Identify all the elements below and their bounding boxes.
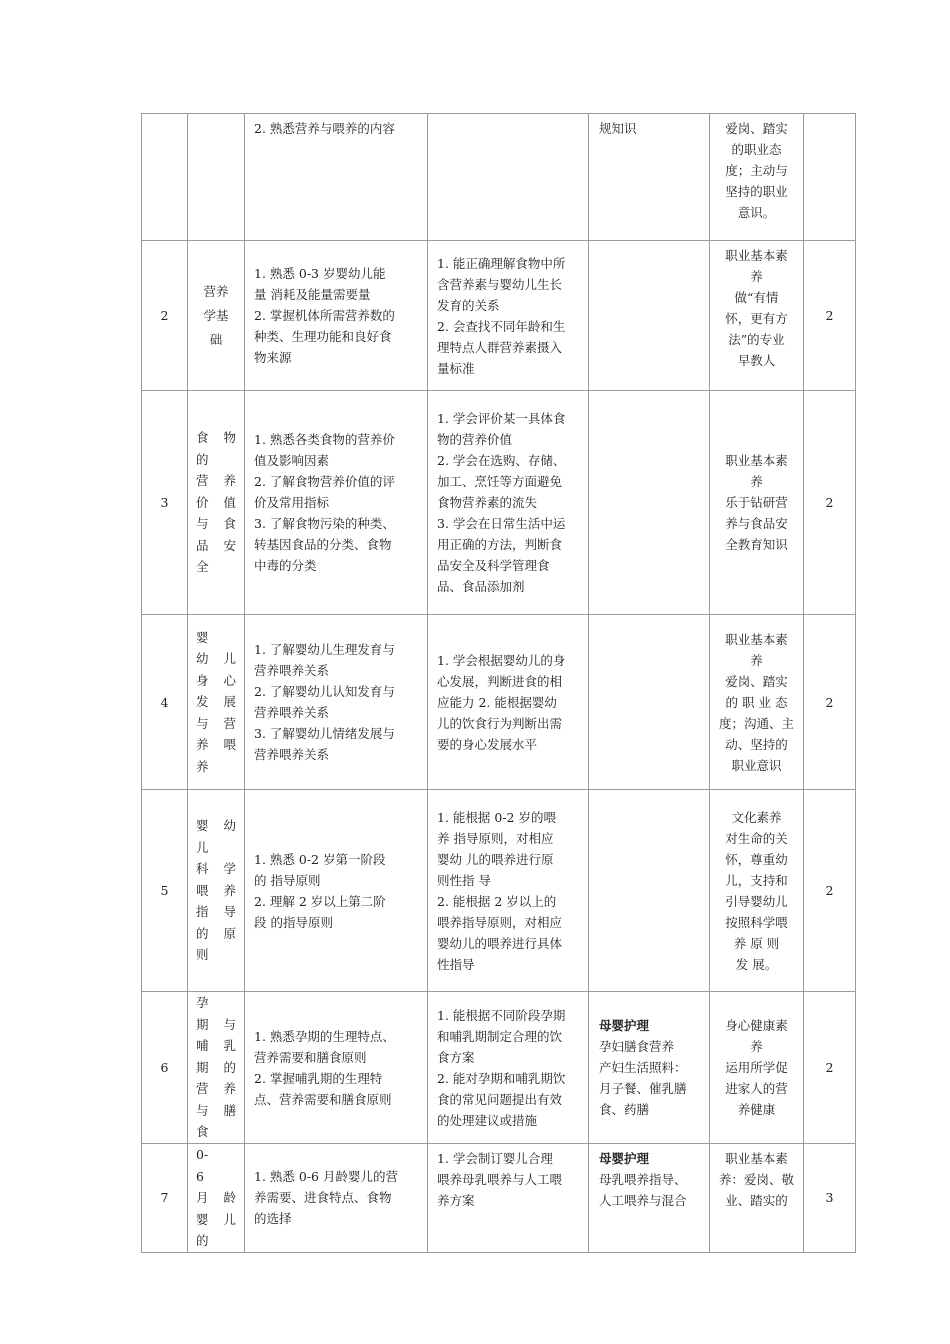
knowledge-cell bbox=[245, 1144, 428, 1253]
text-line: 1. 能根据 0-2 岁的喂 bbox=[437, 809, 556, 825]
text-line: 1. 熟悉孕期的生理特点、 bbox=[254, 1028, 395, 1044]
text-line: 要的身心发展水平 bbox=[437, 736, 538, 752]
text-line: 养方案 bbox=[437, 1193, 475, 1208]
topic-char: 养 bbox=[223, 882, 236, 898]
text-line: 和哺乳期制定合理的饮 bbox=[437, 1028, 563, 1044]
certificate-cell bbox=[589, 1144, 710, 1253]
text-line: 2. 掌握哺乳期的生理特 bbox=[254, 1070, 383, 1086]
topic-char: 值 bbox=[223, 494, 236, 510]
text-line: 动、坚持的 bbox=[725, 736, 788, 752]
text-line: 的选择 bbox=[254, 1211, 292, 1227]
text-line: 职业意识 bbox=[731, 757, 782, 773]
topic-char: 婴 bbox=[196, 818, 209, 834]
row-number-cell: 5 bbox=[142, 790, 188, 992]
text-line: 转基因食品的分类、食物 bbox=[254, 537, 392, 552]
topic-text bbox=[196, 427, 236, 578]
text-line: 早教人 bbox=[737, 353, 776, 368]
topic-char bbox=[216, 556, 236, 578]
topic-cell bbox=[188, 1144, 245, 1253]
text-line: 文化素养 bbox=[731, 809, 782, 825]
certificate-cell bbox=[589, 992, 710, 1144]
text-line: 1. 学会评价某一具体食 bbox=[437, 411, 566, 426]
hours-cell: 2 bbox=[804, 992, 856, 1144]
text-line: 规知识 bbox=[599, 121, 637, 136]
knowledge-cell bbox=[245, 992, 428, 1144]
text-line: 品安全及科学管理食 bbox=[437, 558, 550, 573]
quality-cell bbox=[710, 615, 804, 790]
text-line: 心发展，判断进食的相 bbox=[437, 673, 563, 689]
certificate-cell bbox=[589, 114, 710, 241]
text-line: 物的营养价值 bbox=[437, 432, 513, 447]
hours-cell: 2 bbox=[804, 391, 856, 615]
topic-char: 期 bbox=[196, 1016, 209, 1032]
hours-cell: 3 bbox=[804, 1144, 856, 1253]
text-line: 2. 能根据 2 岁以上的 bbox=[437, 893, 557, 909]
topic-cell bbox=[188, 114, 245, 241]
topic-char: 营 bbox=[196, 473, 209, 489]
topic-char: 养 bbox=[196, 758, 209, 774]
topic-char: 龄 bbox=[223, 1190, 236, 1205]
text-line: 营养喂养关系 bbox=[254, 663, 330, 678]
topic-char: 婴 bbox=[196, 1211, 209, 1227]
text-line: 养 bbox=[750, 652, 763, 668]
text-line: 食物营养素的流失 bbox=[437, 495, 538, 510]
text-line: 3. 学会在日常生活中运 bbox=[437, 516, 566, 531]
quality-cell bbox=[710, 790, 804, 992]
topic-char: 导 bbox=[223, 904, 236, 920]
text-line: 营养 bbox=[203, 283, 229, 299]
text-line: 食的常见问题提出有效 bbox=[437, 1091, 563, 1107]
text-line: 1. 熟悉 0-3 岁婴幼儿能 bbox=[254, 266, 386, 281]
text-line: 1. 熟悉 0-2 岁第一阶段 bbox=[254, 851, 386, 867]
text-line: 的 职 业 态 bbox=[725, 694, 788, 710]
text-line: 爱岗、踏实 bbox=[725, 673, 788, 689]
text-line: 应能力 2. 能根据婴幼 bbox=[437, 694, 557, 710]
text-line: 母乳喂养指导、 bbox=[599, 1172, 687, 1187]
topic-char: 儿 bbox=[223, 651, 236, 667]
text-line: 学基 bbox=[203, 307, 229, 323]
topic-char: 的 bbox=[223, 1059, 236, 1075]
text-line: 度；沟通、主 bbox=[718, 715, 794, 731]
topic-char: 价 bbox=[196, 494, 209, 510]
topic-char: 与 bbox=[223, 1016, 236, 1032]
text-line: 量标准 bbox=[437, 360, 475, 376]
topic-char: 展 bbox=[223, 694, 236, 710]
text-line: 婴幼儿的喂养进行具体 bbox=[437, 935, 563, 951]
topic-char: 幼 bbox=[196, 651, 209, 667]
text-line: 营养需要和膳食原则 bbox=[254, 1049, 367, 1065]
topic-char: 食 bbox=[223, 516, 236, 532]
text-line: 础 bbox=[209, 331, 223, 347]
skill-cell bbox=[428, 241, 589, 391]
topic-text bbox=[196, 815, 236, 966]
hours-cell: 2 bbox=[804, 241, 856, 391]
topic-char: 营 bbox=[223, 715, 236, 731]
topic-char: 物 bbox=[223, 430, 236, 446]
table-row bbox=[142, 391, 856, 615]
text-line: 的处理建议或措施 bbox=[437, 1112, 538, 1128]
text-line: 1. 熟悉 0-6 月龄婴儿的营 bbox=[254, 1169, 398, 1185]
text-line: 儿的饮食行为判断出需 bbox=[437, 715, 563, 731]
topic-char: 发 bbox=[196, 694, 209, 710]
text-line: 营养喂养关系 bbox=[254, 747, 330, 762]
topic-char bbox=[216, 1121, 236, 1143]
topic-text bbox=[196, 1144, 236, 1252]
text-line: 运用所学促 bbox=[725, 1060, 788, 1075]
table-row bbox=[142, 241, 856, 391]
topic-char: 的 bbox=[196, 1233, 209, 1248]
topic-char: 儿 bbox=[196, 839, 209, 855]
topic-char: 养 bbox=[223, 1081, 236, 1097]
text-line: 怀，尊重幼 bbox=[725, 851, 788, 867]
text-line: 人工喂养与混合 bbox=[599, 1193, 687, 1208]
text-line: 含营养素与婴幼儿生长 bbox=[437, 276, 563, 292]
quality-cell bbox=[710, 992, 804, 1144]
table-row bbox=[142, 790, 856, 992]
quality-cell bbox=[710, 114, 804, 241]
knowledge-cell bbox=[245, 241, 428, 391]
text-line: 养需要、进食特点、食物 bbox=[254, 1190, 392, 1206]
topic-char: 孕 bbox=[196, 995, 209, 1011]
text-line: 则性指 导 bbox=[437, 872, 491, 888]
topic-char: 安 bbox=[223, 537, 236, 553]
quality-cell bbox=[710, 1144, 804, 1253]
topic-char bbox=[216, 627, 236, 649]
text-line: 品、食品添加剂 bbox=[437, 579, 525, 594]
text-line: 养 bbox=[750, 1039, 763, 1054]
topic-char: 食 bbox=[196, 1124, 209, 1140]
text-line: 1. 学会制订婴儿合理 bbox=[437, 1151, 553, 1166]
text-line: 理特点人群营养素摄入 bbox=[437, 339, 563, 355]
topic-char: 0-6 bbox=[196, 1147, 209, 1184]
text-line: 量 消耗及能量需要量 bbox=[254, 287, 371, 302]
text-line: 月子餐、催乳膳 bbox=[599, 1081, 687, 1096]
quality-cell bbox=[710, 391, 804, 615]
certificate-cell bbox=[589, 615, 710, 790]
topic-char: 营 bbox=[196, 1081, 209, 1097]
text-line: 食、药膳 bbox=[599, 1102, 650, 1117]
topic-char: 与 bbox=[196, 715, 209, 731]
text-line: 养健康 bbox=[737, 1102, 776, 1117]
hours-cell: 2 bbox=[804, 790, 856, 992]
text-line: 用正确的方法，判断食 bbox=[437, 537, 563, 552]
topic-char: 幼 bbox=[223, 818, 236, 834]
quality-cell bbox=[710, 241, 804, 391]
text-line: 度；主动与 bbox=[725, 163, 788, 178]
skill-cell bbox=[428, 615, 589, 790]
text-line: 对生命的关 bbox=[725, 830, 788, 846]
topic-char: 指 bbox=[196, 904, 209, 920]
text-line: 职业基本素 bbox=[725, 453, 788, 468]
certificate-title: 母婴护理 bbox=[599, 1151, 650, 1166]
row-number-cell bbox=[142, 114, 188, 241]
text-line: 1. 能根据不同阶段孕期 bbox=[437, 1007, 566, 1023]
text-line: 价及常用指标 bbox=[254, 495, 330, 510]
text-line: 养 bbox=[750, 269, 763, 284]
certificate-title: 母婴护理 bbox=[599, 1018, 650, 1033]
topic-char: 心 bbox=[223, 672, 236, 688]
text-line: 1. 能正确理解食物中所 bbox=[437, 255, 566, 271]
topic-char: 哺 bbox=[196, 1038, 209, 1054]
hours-cell bbox=[804, 114, 856, 241]
topic-char: 科 bbox=[196, 861, 209, 877]
text-line: 2. 了解食物营养价值的评 bbox=[254, 474, 395, 489]
topic-char bbox=[216, 944, 236, 966]
row-number-cell: 6 bbox=[142, 992, 188, 1144]
topic-char: 的 bbox=[196, 925, 209, 941]
skill-cell bbox=[428, 790, 589, 992]
text-line: 中毒的分类 bbox=[254, 558, 317, 573]
topic-char bbox=[216, 449, 236, 471]
topic-char: 月 bbox=[196, 1190, 209, 1205]
topic-char: 期 bbox=[196, 1059, 209, 1075]
table-row bbox=[142, 615, 856, 790]
topic-char: 婴 bbox=[196, 629, 209, 645]
text-line: 身心健康素 bbox=[725, 1018, 788, 1033]
text-line: 点、营养需要和膳食原则 bbox=[254, 1091, 392, 1107]
text-line: 加工、烹饪等方面避免 bbox=[437, 474, 563, 489]
text-line: 1. 熟悉各类食物的营养价 bbox=[254, 432, 395, 447]
certificate-cell bbox=[589, 391, 710, 615]
topic-cell bbox=[188, 241, 245, 391]
text-line: 的职业态 bbox=[731, 142, 782, 157]
topic-char: 品 bbox=[196, 537, 209, 553]
text-line: 产妇生活照料： bbox=[599, 1060, 687, 1075]
text-line: 喂养指导原则，对相应 bbox=[437, 914, 563, 930]
course-content-table bbox=[141, 113, 856, 1253]
row-number-cell: 7 bbox=[142, 1144, 188, 1253]
text-line: 按照科学喂 bbox=[725, 914, 788, 930]
skill-cell bbox=[428, 992, 589, 1144]
text-line: 食方案 bbox=[437, 1049, 475, 1065]
topic-char: 身 bbox=[196, 672, 209, 688]
text-line: 种类、生理功能和良好食 bbox=[254, 329, 392, 344]
text-line: 婴幼 儿的喂养进行原 bbox=[437, 851, 554, 867]
certificate-cell bbox=[589, 241, 710, 391]
text-line: 2. 会查找不同年龄和生 bbox=[437, 318, 566, 334]
topic-char: 养 bbox=[196, 737, 209, 753]
text-line: 养 指导原则，对相应 bbox=[437, 830, 554, 846]
text-line: 业、踏实的 bbox=[725, 1193, 788, 1208]
text-line: 性指导 bbox=[437, 956, 475, 972]
topic-cell bbox=[188, 790, 245, 992]
text-line: 发育的关系 bbox=[437, 297, 500, 313]
text-line: 3. 了解婴幼儿情绪发展与 bbox=[254, 726, 395, 741]
topic-char: 原 bbox=[223, 925, 236, 941]
knowledge-cell bbox=[245, 615, 428, 790]
text-line: 值及影响因素 bbox=[254, 453, 330, 468]
text-line: 喂养母乳喂养与人工喂 bbox=[437, 1172, 563, 1187]
certificate-cell bbox=[589, 790, 710, 992]
text-line: 怀，更有方 bbox=[725, 311, 788, 326]
text-line: 法”的专业 bbox=[728, 332, 785, 347]
topic-char: 养 bbox=[223, 473, 236, 489]
text-line: 养：爱岗、敬 bbox=[718, 1172, 794, 1187]
text-line: 物来源 bbox=[254, 350, 292, 365]
row-number-cell: 4 bbox=[142, 615, 188, 790]
skill-cell bbox=[428, 114, 589, 241]
text-line: 职业基本素 bbox=[725, 1151, 788, 1166]
text-line: 2. 能对孕期和哺乳期饮 bbox=[437, 1070, 566, 1086]
text-line: 发 展。 bbox=[735, 956, 778, 972]
topic-text bbox=[196, 627, 236, 778]
table-row bbox=[142, 114, 856, 241]
topic-char bbox=[216, 1144, 236, 1187]
knowledge-cell bbox=[245, 391, 428, 615]
topic-char: 喂 bbox=[223, 737, 236, 753]
skill-cell bbox=[428, 1144, 589, 1253]
topic-char bbox=[216, 837, 236, 859]
text-line: 全教育知识 bbox=[725, 537, 788, 552]
hours-cell: 2 bbox=[804, 615, 856, 790]
text-line: 2. 熟悉营养与喂养的内容 bbox=[254, 121, 395, 136]
text-line: 段 的指导原则 bbox=[254, 914, 333, 930]
topic-text bbox=[196, 280, 236, 352]
text-line: 儿，支持和 bbox=[725, 872, 788, 888]
text-line: 养 原 则 bbox=[733, 935, 780, 951]
topic-char: 的 bbox=[196, 451, 209, 467]
text-line: 2. 学会在选购、存储、 bbox=[437, 453, 566, 468]
text-line: 进家人的营 bbox=[725, 1081, 788, 1096]
text-line: 职业基本素 bbox=[725, 631, 788, 647]
knowledge-cell bbox=[245, 790, 428, 992]
text-line: 职业基本素 bbox=[725, 248, 788, 263]
row-number-cell: 3 bbox=[142, 391, 188, 615]
text-line: 意识。 bbox=[737, 205, 776, 220]
topic-char: 膳 bbox=[223, 1102, 236, 1118]
topic-text bbox=[196, 992, 236, 1143]
knowledge-cell bbox=[245, 114, 428, 241]
text-line: 2. 掌握机体所需营养数的 bbox=[254, 308, 395, 323]
text-line: 养与食品安 bbox=[725, 516, 788, 531]
table-row bbox=[142, 992, 856, 1144]
topic-char bbox=[216, 992, 236, 1014]
topic-cell bbox=[188, 391, 245, 615]
text-line: 养 bbox=[750, 474, 763, 489]
topic-char bbox=[216, 1230, 236, 1252]
text-line: 营养喂养关系 bbox=[254, 705, 330, 720]
text-line: 孕妇膳食营养 bbox=[599, 1039, 675, 1054]
text-line: 坚持的职业 bbox=[725, 184, 788, 199]
topic-char: 则 bbox=[196, 947, 209, 963]
topic-char: 儿 bbox=[223, 1211, 236, 1227]
topic-char: 乳 bbox=[223, 1038, 236, 1054]
text-line: 2. 了解婴幼儿认知发育与 bbox=[254, 684, 395, 699]
text-line: 2. 理解 2 岁以上第二阶 bbox=[254, 893, 386, 909]
topic-char: 食 bbox=[196, 430, 209, 446]
text-line: 乐于钻研营 bbox=[725, 495, 788, 510]
topic-cell bbox=[188, 615, 245, 790]
text-line: 3. 了解食物污染的种类、 bbox=[254, 516, 395, 531]
topic-char: 与 bbox=[196, 1102, 209, 1118]
text-line: 爱岗、踏实 bbox=[725, 121, 788, 136]
text-line: 的 指导原则 bbox=[254, 872, 321, 888]
text-line: 引导婴幼儿 bbox=[725, 893, 788, 909]
topic-char bbox=[216, 756, 236, 778]
topic-char: 喂 bbox=[196, 882, 209, 898]
topic-cell bbox=[188, 992, 245, 1144]
topic-char: 学 bbox=[223, 861, 236, 877]
table-row bbox=[142, 1144, 856, 1253]
row-number-cell: 2 bbox=[142, 241, 188, 391]
text-line: 做“有情 bbox=[734, 290, 779, 305]
text-line: 1. 了解婴幼儿生理发育与 bbox=[254, 642, 395, 657]
skill-cell bbox=[428, 391, 589, 615]
topic-char: 与 bbox=[196, 516, 209, 532]
topic-char: 全 bbox=[196, 559, 209, 575]
text-line: 1. 学会根据婴幼儿的身 bbox=[437, 652, 566, 668]
